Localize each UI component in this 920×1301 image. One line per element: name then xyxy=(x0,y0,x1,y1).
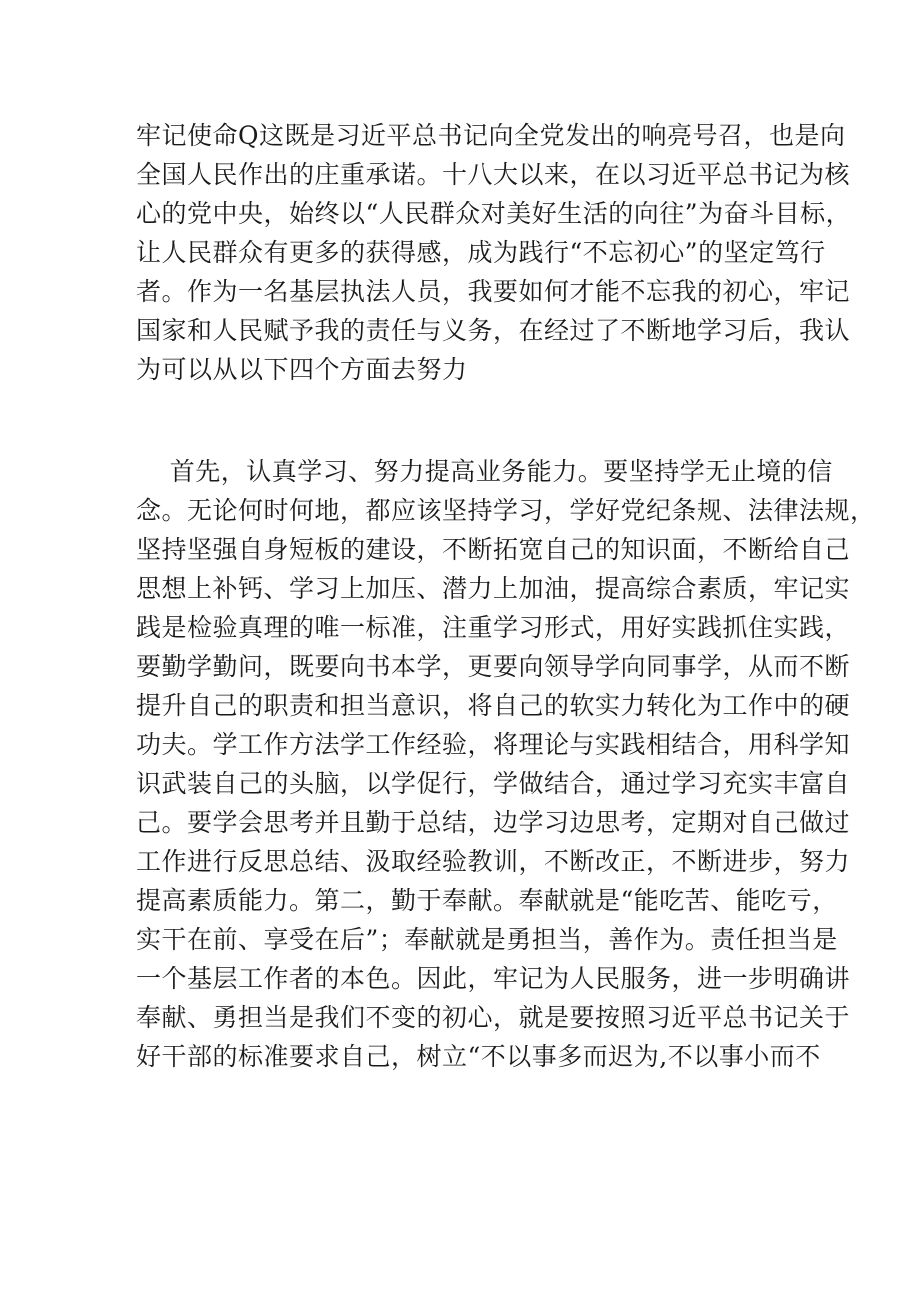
paragraph-intro xyxy=(136,116,851,389)
text-line: 奉献、勇担当是我们不变的初心，就是要按照习近平总书记关于 xyxy=(136,1003,851,1032)
text-line: 好干部的标准要求自己，树立“不以事多而迟为,不以事小而不 xyxy=(136,1042,821,1071)
text-line: 一个基层工作者的本色。因此，牢记为人民服务，进一步明确讲 xyxy=(136,964,851,993)
text-line: 思想上补钙、学习上加压、潜力上加油，提高综合素质，牢记实 xyxy=(136,574,851,603)
text-line: 心的党中央，始终以“人民群众对美好生活的向往”为奋斗目标， xyxy=(136,199,852,228)
text-line: 实干在前、享受在后”；奉献就是勇担当，善作为。责任担当是 xyxy=(136,925,838,954)
text-line: 首先，认真学习、努力提高业务能力。要坚持学无止境的信 xyxy=(136,457,833,486)
text-line: 践是检验真理的唯一标准，注重学习形式，用好实践抓住实践， xyxy=(136,613,851,642)
text-line: 功夫。学工作方法学工作经验，将理论与实践相结合，用科学知 xyxy=(136,730,851,759)
text-line: 让人民群众有更多的获得感，成为践行“不忘初心”的坚定笃行 xyxy=(136,238,826,267)
text-line: 全国人民作出的庄重承诺。十八大以来，在以习近平总书记为核 xyxy=(136,160,851,189)
paragraph-first-point xyxy=(136,452,876,1076)
text-line: 念。无论何时何地，都应该坚持学习，学好党纪条规、法律法规， xyxy=(136,496,876,525)
text-line: 己。要学会思考并且勤于总结，边学习边思考，定期对自己做过 xyxy=(136,808,851,837)
text-line: 者。作为一名基层执法人员，我要如何才能不忘我的初心，牢记 xyxy=(136,277,851,306)
text-line: 坚持坚强自身短板的建设，不断拓宽自己的知识面，不断给自己 xyxy=(136,535,851,564)
text-line: 工作进行反思总结、汲取经验教训，不断改正，不断进步，努力 xyxy=(136,847,851,876)
text-line: 牢记使命Q这既是习近平总书记向全党发出的响亮号召，也是向 xyxy=(136,121,846,150)
text-line: 提升自己的职责和担当意识，将自己的软实力转化为工作中的硬 xyxy=(136,691,851,720)
text-line: 提高素质能力。第二，勤于奉献。奉献就是“能吃苦、能吃亏， xyxy=(136,886,838,915)
text-line: 识武装自己的头脑，以学促行，学做结合，通过学习充实丰富自 xyxy=(136,769,851,798)
text-line: 为可以从以下四个方面去努力 xyxy=(136,355,468,384)
text-line: 要勤学勤问，既要向书本学，更要向领导学向同事学，从而不断 xyxy=(136,652,851,681)
text-line: 国家和人民赋予我的责任与义务，在经过了不断地学习后，我认 xyxy=(136,316,851,345)
